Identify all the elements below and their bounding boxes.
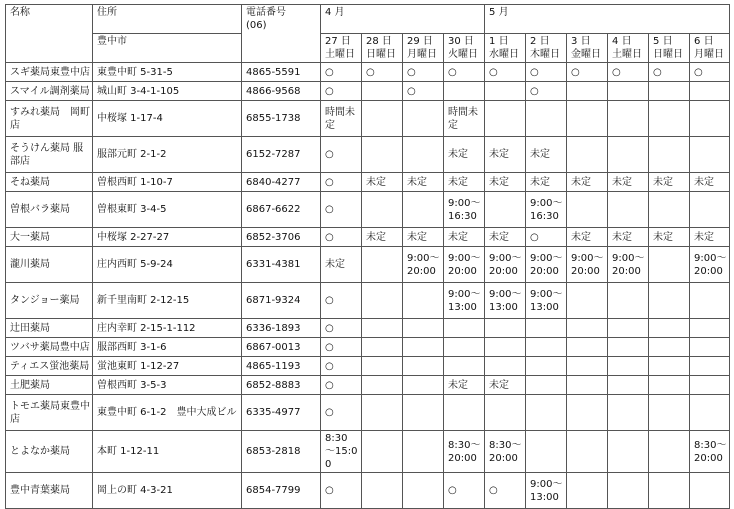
header-day bbox=[567, 34, 608, 63]
schedule-cell: 未定 bbox=[444, 173, 485, 192]
header-month-may: 5 月 bbox=[485, 5, 730, 34]
schedule-cell bbox=[649, 395, 690, 431]
schedule-cell bbox=[649, 137, 690, 173]
pharmacy-phone: 6852-8883 bbox=[242, 376, 321, 395]
header-day bbox=[403, 34, 444, 63]
schedule-cell bbox=[444, 357, 485, 376]
pharmacy-schedule-table bbox=[5, 4, 730, 509]
schedule-cell bbox=[485, 338, 526, 357]
table-row bbox=[6, 395, 730, 431]
table-row bbox=[6, 82, 730, 101]
schedule-cell: 未定 bbox=[608, 173, 649, 192]
schedule-cell bbox=[362, 338, 403, 357]
header-day bbox=[444, 34, 485, 63]
schedule-cell bbox=[362, 319, 403, 338]
schedule-cell: 未定 bbox=[485, 376, 526, 395]
schedule-cell bbox=[403, 283, 444, 319]
header-day-date: 6 日 bbox=[694, 36, 714, 47]
pharmacy-address: 庄内幸町 2-15-1-112 bbox=[93, 319, 242, 338]
schedule-cell: ○ bbox=[321, 283, 362, 319]
pharmacy-name: そね薬局 bbox=[6, 173, 93, 192]
schedule-cell: 未定 bbox=[403, 173, 444, 192]
header-day-weekday: 日曜日 bbox=[366, 49, 396, 60]
schedule-cell: 未定 bbox=[362, 228, 403, 247]
schedule-cell: ○ bbox=[485, 473, 526, 509]
schedule-cell: 9:00～16:30 bbox=[526, 192, 567, 228]
pharmacy-name: トモエ薬局東豊中店 bbox=[6, 395, 93, 431]
schedule-cell bbox=[690, 137, 730, 173]
schedule-cell bbox=[362, 395, 403, 431]
header-day-weekday: 木曜日 bbox=[530, 49, 561, 60]
schedule-cell: ○ bbox=[321, 357, 362, 376]
header-name: 名称 bbox=[6, 5, 93, 63]
schedule-cell bbox=[608, 101, 649, 137]
table-row bbox=[6, 319, 730, 338]
schedule-cell bbox=[403, 357, 444, 376]
pharmacy-name: 辻田薬局 bbox=[6, 319, 93, 338]
pharmacy-address: 服部西町 3-1-6 bbox=[93, 338, 242, 357]
schedule-cell bbox=[649, 473, 690, 509]
schedule-cell bbox=[485, 357, 526, 376]
schedule-cell bbox=[403, 431, 444, 473]
schedule-cell: 未定 bbox=[690, 173, 730, 192]
header-phone bbox=[242, 5, 321, 63]
header-day bbox=[321, 34, 362, 63]
pharmacy-name: ツバサ薬局豊中店 bbox=[6, 338, 93, 357]
schedule-cell bbox=[567, 338, 608, 357]
pharmacy-address: 庄内西町 5-9-24 bbox=[93, 247, 242, 283]
schedule-cell bbox=[608, 82, 649, 101]
schedule-cell bbox=[567, 101, 608, 137]
schedule-cell: ○ bbox=[321, 173, 362, 192]
schedule-cell bbox=[362, 192, 403, 228]
schedule-cell bbox=[608, 431, 649, 473]
table-row bbox=[6, 357, 730, 376]
schedule-cell: ○ bbox=[321, 376, 362, 395]
schedule-cell: 8:30 ～15:00 bbox=[321, 431, 362, 473]
schedule-cell bbox=[485, 395, 526, 431]
schedule-cell bbox=[444, 82, 485, 101]
schedule-cell bbox=[403, 192, 444, 228]
schedule-cell: 9:00～20:00 bbox=[403, 247, 444, 283]
pharmacy-phone: 6335-4977 bbox=[242, 395, 321, 431]
schedule-cell: 未定 bbox=[485, 137, 526, 173]
header-day-weekday: 月曜日 bbox=[407, 49, 437, 60]
table-row bbox=[6, 137, 730, 173]
schedule-cell bbox=[567, 283, 608, 319]
header-day bbox=[526, 34, 567, 63]
header-day-date: 4 日 bbox=[612, 36, 632, 47]
pharmacy-phone: 6867-6622 bbox=[242, 192, 321, 228]
schedule-cell: ○ bbox=[649, 63, 690, 82]
header-row-days bbox=[6, 34, 730, 63]
schedule-cell bbox=[649, 283, 690, 319]
schedule-cell bbox=[608, 376, 649, 395]
header-day-weekday: 水曜日 bbox=[489, 49, 520, 60]
schedule-cell: 未定 bbox=[567, 228, 608, 247]
schedule-cell: 未定 bbox=[485, 228, 526, 247]
schedule-cell: 8:30～20:00 bbox=[690, 431, 730, 473]
schedule-cell bbox=[444, 395, 485, 431]
schedule-cell: ○ bbox=[485, 63, 526, 82]
pharmacy-address: 岡上の町 4-3-21 bbox=[93, 473, 242, 509]
schedule-cell: 未定 bbox=[362, 173, 403, 192]
table-row bbox=[6, 431, 730, 473]
pharmacy-address: 東豊中町 5-31-5 bbox=[93, 63, 242, 82]
header-day-weekday: 火曜日 bbox=[448, 49, 478, 60]
schedule-cell bbox=[526, 357, 567, 376]
pharmacy-phone: 4865-5591 bbox=[242, 63, 321, 82]
pharmacy-phone: 6852-3706 bbox=[242, 228, 321, 247]
schedule-cell bbox=[403, 137, 444, 173]
schedule-cell: 未定 bbox=[444, 376, 485, 395]
schedule-cell bbox=[608, 283, 649, 319]
schedule-cell: 9:00～13:00 bbox=[526, 283, 567, 319]
table-row bbox=[6, 228, 730, 247]
pharmacy-phone: 6152-7287 bbox=[242, 137, 321, 173]
schedule-cell bbox=[526, 101, 567, 137]
pharmacy-address: 曽根西町 3-5-3 bbox=[93, 376, 242, 395]
schedule-cell bbox=[444, 319, 485, 338]
schedule-cell bbox=[690, 101, 730, 137]
schedule-cell bbox=[567, 376, 608, 395]
header-day-date: 28 日 bbox=[366, 36, 392, 47]
schedule-cell: ○ bbox=[444, 63, 485, 82]
schedule-cell: ○ bbox=[403, 82, 444, 101]
pharmacy-name: すみれ薬局 岡町店 bbox=[6, 101, 93, 137]
header-day-date: 29 日 bbox=[407, 36, 433, 47]
schedule-cell bbox=[649, 338, 690, 357]
pharmacy-phone: 6855-1738 bbox=[242, 101, 321, 137]
schedule-cell: 9:00～20:00 bbox=[444, 247, 485, 283]
pharmacy-name: そうけん薬局 服部店 bbox=[6, 137, 93, 173]
schedule-cell bbox=[690, 395, 730, 431]
schedule-cell bbox=[649, 357, 690, 376]
header-day bbox=[608, 34, 649, 63]
schedule-cell bbox=[567, 431, 608, 473]
pharmacy-name: タンジョー薬局 bbox=[6, 283, 93, 319]
pharmacy-address: 中桜塚 1-17-4 bbox=[93, 101, 242, 137]
header-day bbox=[649, 34, 690, 63]
schedule-cell bbox=[608, 137, 649, 173]
schedule-cell bbox=[403, 338, 444, 357]
table-row bbox=[6, 338, 730, 357]
schedule-cell bbox=[608, 357, 649, 376]
schedule-cell: ○ bbox=[321, 82, 362, 101]
header-day-date: 30 日 bbox=[448, 36, 474, 47]
header-phone-area-code: (06) bbox=[246, 20, 267, 31]
header-day-weekday: 日曜日 bbox=[653, 49, 684, 60]
schedule-cell: ○ bbox=[321, 473, 362, 509]
pharmacy-name: 豊中青葉薬局 bbox=[6, 473, 93, 509]
pharmacy-name: 瀧川薬局 bbox=[6, 247, 93, 283]
header-city: 豊中市 bbox=[93, 34, 242, 63]
table-row bbox=[6, 192, 730, 228]
schedule-cell bbox=[526, 319, 567, 338]
schedule-cell bbox=[690, 192, 730, 228]
pharmacy-name: とよなか薬局 bbox=[6, 431, 93, 473]
schedule-cell: ○ bbox=[526, 228, 567, 247]
pharmacy-address: 中桜塚 2-27-27 bbox=[93, 228, 242, 247]
schedule-cell: 9:00～13:00 bbox=[444, 283, 485, 319]
schedule-cell: 未定 bbox=[444, 228, 485, 247]
pharmacy-phone: 4866-9568 bbox=[242, 82, 321, 101]
schedule-cell bbox=[362, 376, 403, 395]
schedule-cell: 未定 bbox=[649, 173, 690, 192]
schedule-cell: 未定 bbox=[526, 173, 567, 192]
header-day-weekday: 月曜日 bbox=[694, 49, 725, 60]
header-day-date: 1 日 bbox=[489, 36, 509, 47]
schedule-cell: 9:00～16:30 bbox=[444, 192, 485, 228]
pharmacy-address: 東豊中町 6-1-2 豊中大成ビル bbox=[93, 395, 242, 431]
schedule-cell: 未定 bbox=[608, 228, 649, 247]
schedule-cell bbox=[567, 395, 608, 431]
pharmacy-phone: 6871-9324 bbox=[242, 283, 321, 319]
schedule-cell: ○ bbox=[321, 63, 362, 82]
table-body bbox=[6, 5, 730, 509]
schedule-cell: ○ bbox=[526, 63, 567, 82]
schedule-cell bbox=[649, 431, 690, 473]
schedule-cell bbox=[362, 137, 403, 173]
pharmacy-address: 曽根西町 1-10-7 bbox=[93, 173, 242, 192]
pharmacy-address: 本町 1-12-11 bbox=[93, 431, 242, 473]
schedule-cell bbox=[649, 247, 690, 283]
pharmacy-address: 曽根東町 3-4-5 bbox=[93, 192, 242, 228]
schedule-cell: 8:30～20:00 bbox=[444, 431, 485, 473]
header-day-date: 5 日 bbox=[653, 36, 673, 47]
table-row bbox=[6, 63, 730, 82]
pharmacy-phone: 4865-1193 bbox=[242, 357, 321, 376]
schedule-cell: ○ bbox=[403, 63, 444, 82]
schedule-cell bbox=[526, 376, 567, 395]
header-day-date: 3 日 bbox=[571, 36, 591, 47]
pharmacy-phone: 6853-2818 bbox=[242, 431, 321, 473]
header-phone-label: 電話番号 bbox=[246, 7, 286, 18]
schedule-cell bbox=[608, 192, 649, 228]
schedule-cell bbox=[690, 283, 730, 319]
schedule-cell: 未定 bbox=[526, 137, 567, 173]
schedule-cell: ○ bbox=[444, 473, 485, 509]
pharmacy-phone: 6840-4277 bbox=[242, 173, 321, 192]
schedule-cell: ○ bbox=[321, 192, 362, 228]
schedule-cell bbox=[362, 82, 403, 101]
schedule-cell: 9:00～20:00 bbox=[485, 247, 526, 283]
schedule-cell: 9:00～20:00 bbox=[690, 247, 730, 283]
schedule-cell: 時間未定 bbox=[321, 101, 362, 137]
header-row-months bbox=[6, 5, 730, 34]
schedule-cell: 未定 bbox=[444, 137, 485, 173]
table-row bbox=[6, 473, 730, 509]
schedule-cell: 未定 bbox=[485, 173, 526, 192]
pharmacy-name: 曽根バラ薬局 bbox=[6, 192, 93, 228]
schedule-cell: 8:30～20:00 bbox=[485, 431, 526, 473]
schedule-cell bbox=[362, 101, 403, 137]
table-row bbox=[6, 283, 730, 319]
header-month-april: 4 月 bbox=[321, 5, 485, 34]
pharmacy-phone: 6867-0013 bbox=[242, 338, 321, 357]
schedule-cell bbox=[403, 319, 444, 338]
schedule-cell: 9:00～20:00 bbox=[567, 247, 608, 283]
schedule-cell bbox=[690, 82, 730, 101]
schedule-cell bbox=[690, 319, 730, 338]
schedule-cell bbox=[362, 357, 403, 376]
schedule-cell bbox=[567, 357, 608, 376]
pharmacy-name: スマイル調剤薬局 bbox=[6, 82, 93, 101]
pharmacy-phone: 6854-7799 bbox=[242, 473, 321, 509]
pharmacy-address: 服部元町 2-1-2 bbox=[93, 137, 242, 173]
schedule-cell bbox=[608, 319, 649, 338]
table-row bbox=[6, 173, 730, 192]
header-day-weekday: 土曜日 bbox=[325, 49, 355, 60]
schedule-cell bbox=[567, 137, 608, 173]
schedule-cell: ○ bbox=[321, 137, 362, 173]
header-day-date: 27 日 bbox=[325, 36, 351, 47]
header-day-weekday: 土曜日 bbox=[612, 49, 643, 60]
schedule-cell: 未定 bbox=[649, 228, 690, 247]
schedule-cell bbox=[444, 338, 485, 357]
schedule-cell bbox=[649, 319, 690, 338]
schedule-cell bbox=[362, 431, 403, 473]
header-address: 住所 bbox=[93, 5, 242, 34]
pharmacy-phone: 6336-1893 bbox=[242, 319, 321, 338]
pharmacy-address: 蛍池東町 1-12-27 bbox=[93, 357, 242, 376]
schedule-cell bbox=[567, 473, 608, 509]
schedule-cell: ○ bbox=[526, 82, 567, 101]
schedule-cell bbox=[526, 431, 567, 473]
schedule-cell: ○ bbox=[321, 228, 362, 247]
pharmacy-address: 城山町 3-4-1-105 bbox=[93, 82, 242, 101]
schedule-cell: 未定 bbox=[403, 228, 444, 247]
schedule-cell: 時間未定 bbox=[444, 101, 485, 137]
schedule-cell bbox=[403, 395, 444, 431]
schedule-cell bbox=[608, 338, 649, 357]
pharmacy-name: 大一薬局 bbox=[6, 228, 93, 247]
schedule-cell bbox=[362, 283, 403, 319]
schedule-cell: 9:00～13:00 bbox=[526, 473, 567, 509]
schedule-cell: ○ bbox=[608, 63, 649, 82]
schedule-cell bbox=[485, 319, 526, 338]
pharmacy-address: 新千里南町 2-12-15 bbox=[93, 283, 242, 319]
schedule-cell: ○ bbox=[690, 63, 730, 82]
schedule-cell: ○ bbox=[321, 395, 362, 431]
table-row bbox=[6, 101, 730, 137]
schedule-cell bbox=[690, 338, 730, 357]
schedule-cell: ○ bbox=[567, 63, 608, 82]
schedule-cell: 未定 bbox=[321, 247, 362, 283]
schedule-cell bbox=[690, 357, 730, 376]
schedule-cell bbox=[403, 376, 444, 395]
schedule-cell bbox=[567, 82, 608, 101]
schedule-cell: ○ bbox=[321, 338, 362, 357]
header-day bbox=[690, 34, 730, 63]
schedule-cell bbox=[485, 192, 526, 228]
schedule-cell bbox=[690, 376, 730, 395]
header-day-weekday: 金曜日 bbox=[571, 49, 602, 60]
schedule-cell bbox=[649, 82, 690, 101]
schedule-cell bbox=[526, 395, 567, 431]
schedule-cell bbox=[649, 376, 690, 395]
schedule-cell bbox=[690, 473, 730, 509]
schedule-cell: 未定 bbox=[567, 173, 608, 192]
schedule-cell bbox=[567, 319, 608, 338]
schedule-cell bbox=[485, 82, 526, 101]
schedule-cell bbox=[403, 101, 444, 137]
table-row bbox=[6, 376, 730, 395]
schedule-cell: 9:00～20:00 bbox=[608, 247, 649, 283]
schedule-cell: ○ bbox=[362, 63, 403, 82]
schedule-cell bbox=[362, 473, 403, 509]
schedule-cell bbox=[403, 473, 444, 509]
schedule-cell bbox=[649, 192, 690, 228]
schedule-cell: 9:00～13:00 bbox=[485, 283, 526, 319]
pharmacy-name: スギ薬局東豊中店 bbox=[6, 63, 93, 82]
schedule-cell bbox=[608, 395, 649, 431]
schedule-cell bbox=[649, 101, 690, 137]
schedule-cell bbox=[526, 338, 567, 357]
pharmacy-name: 土肥薬局 bbox=[6, 376, 93, 395]
schedule-cell bbox=[485, 101, 526, 137]
table-row bbox=[6, 247, 730, 283]
schedule-cell bbox=[567, 192, 608, 228]
schedule-cell bbox=[608, 473, 649, 509]
schedule-cell: 9:00～20:00 bbox=[526, 247, 567, 283]
schedule-cell: 未定 bbox=[690, 228, 730, 247]
header-day-date: 2 日 bbox=[530, 36, 550, 47]
header-day bbox=[362, 34, 403, 63]
pharmacy-phone: 6331-4381 bbox=[242, 247, 321, 283]
pharmacy-name: ティエス蛍池薬局 bbox=[6, 357, 93, 376]
header-day bbox=[485, 34, 526, 63]
schedule-cell bbox=[362, 247, 403, 283]
schedule-cell: ○ bbox=[321, 319, 362, 338]
